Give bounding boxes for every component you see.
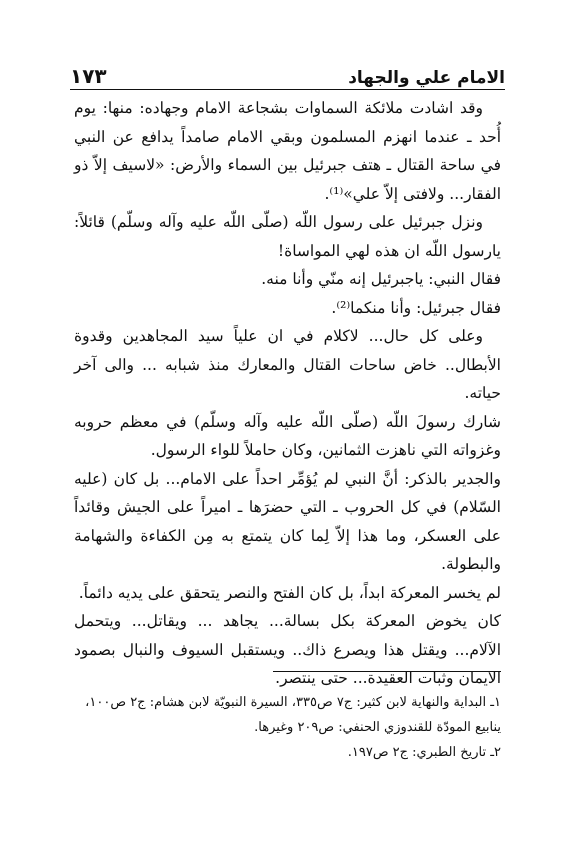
header-rule	[70, 89, 505, 90]
paragraph: وعلى كل حال... لاكلام في ان علياً سيد المجاهدين وقدوة الأبطال.. خاض ساحات القتال والمعارك منذ شبابه ... والى آخر حياته.	[74, 327, 501, 402]
footnotes	[74, 690, 501, 765]
paragraph: والجدير بالذكر: أنَّ النبي لم يُؤمِّر احداً على الامام... بل كان (عليه السّلام) في كل الحروب ـ التي حضرَها ـ اميراً على الجيش وقائداً على العسكر، وما هذا إلاّ لِما كان يتمتع به مِن الكفاءة والشهامة والبطولة.	[74, 469, 501, 573]
paragraph: وقد اشادت ملائكة السماوات بشجاعة الامام وجهاده: منها: يوم أُحد ـ عندما انهزم المسلمون وبقي الامام صامداً يدافع عن النبي في ساحة القتال ـ هتف جبرئيل بين السماء والأرض: «لاسيف إلاّ ذو الفقار... ولافتى إلاّ علي»⁽¹⁾.	[74, 99, 501, 203]
main-text	[74, 94, 501, 693]
footnote: ٢ـ تاريخ الطبري: ج٢ ص١٩٧.	[347, 745, 501, 760]
running-header	[70, 58, 505, 88]
footnote: ١ـ البداية والنهاية لابن كثير: ج٧ ص٣٣٥، السيرة النبويّة لابن هشام: ج٢ ص١٠٠، ينابيع المودّة للقندوزي الحنفي: ص٢٠٩ وغيرها.	[85, 695, 501, 735]
paragraph: ونزل جبرئيل على رسول اللّه (صلّى اللّه عليه وآله وسلّم) قائلاً: يارسول اللّه ان هذه لهي المواساة!	[74, 213, 501, 260]
footnote-separator	[273, 671, 501, 672]
page-number: ١٧٣	[70, 64, 107, 88]
paragraph: فقال جبرئيل: وأنا منكما⁽²⁾.	[331, 298, 501, 317]
paragraph: فقال النبي: ياجبرئيل إنه منّي وأنا منه.	[261, 270, 501, 288]
chapter-title: الامام علي والجهاد	[348, 68, 505, 88]
paragraph: لم يخسر المعركة ابداً، بل كان الفتح والنصر يتحقق على يديه دائماً.	[78, 583, 501, 602]
paragraph: شارك رسولَ اللّه (صلّى اللّه عليه وآله وسلّم) في معظم حروبه وغزواته التي ناهزت الثمانين، وكان حاملاً للواء الرسول.	[74, 412, 501, 459]
paragraph: كان يخوض المعركة بكل بسالة... يجاهد ... ويقاتل... ويتحمل الآلام... ويقتل هذا ويصرع ذاك.. ويستقبل السيوف والنبال بصمود الايمان وثبات العقيدة... حتى ينتصر.	[74, 612, 501, 687]
